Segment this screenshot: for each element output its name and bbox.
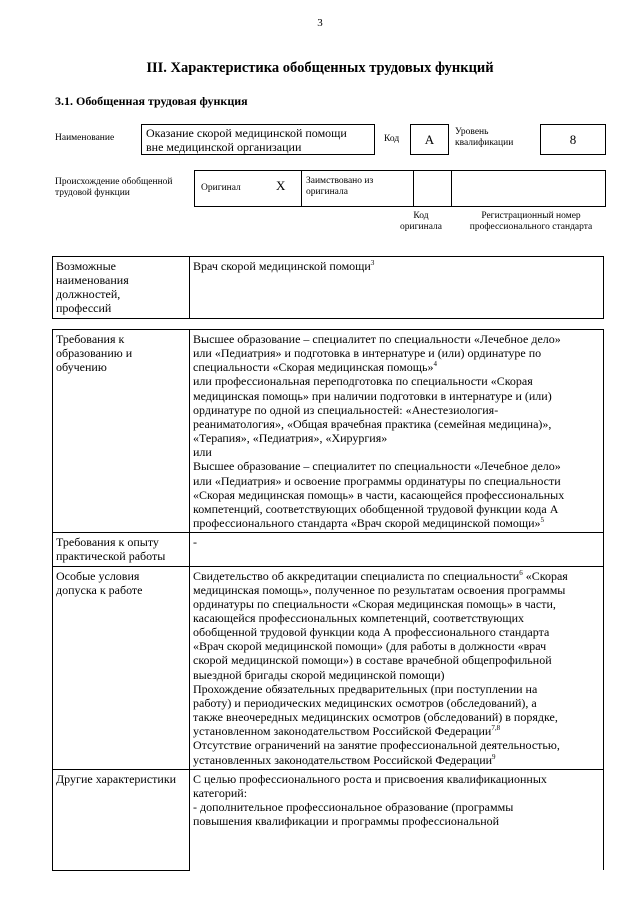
- positions-value: Врач скорой медицинской помощи$^3$: [190, 257, 604, 319]
- page-number: 3: [317, 17, 323, 29]
- level-label-line1: Уровень: [455, 127, 489, 137]
- section-title: III. Характеристика обобщенных трудовых функций: [146, 60, 494, 76]
- original-label: Оригинал: [201, 183, 241, 193]
- other-value: С целью профессионального роста и присвоения квалификационных категорий: - дополнительное профессиональное образование (программы повышения квалификации и программы профессиональной: [190, 769, 604, 870]
- experience-label: Требования к опыту практической работы: [53, 533, 190, 566]
- origin-label-line2: трудовой функции: [55, 188, 130, 198]
- level-value-box: 8: [540, 124, 606, 155]
- code-value-box: А: [410, 124, 449, 155]
- reg-number-caption: [454, 211, 608, 233]
- experience-value: -: [190, 533, 604, 566]
- special-value: Свидетельство об аккредитации специалиста по специальности$^6$ «Скорая медицинская помощь», полученное по результатам освоения программы ординатуры по специальности «Скорая медицинская помощь» в части, касающейся профессиональных компетенций, соответствующих обобщенной трудовой функции кода А профессионального стандарта «Врач скорой медицинской помощи» (для работы в должности «врач скорой медицинской помощи») в составе врачебной общепрофильной выездной бригады скорой медицинской помощи) Прохождение обязательных предварительных (при поступлении на работу) и периодических медицинских осмотров (обследований), а также внеочередных медицинских осмотров (обследований) в порядке, установленном законодательством Российской Федерации$^{7,8}$ Отсутствие ограничений на занятие профессиональной деятельностью, установленных законодательством Российской Федерации$^9$: [190, 566, 604, 769]
- reg-number-line1: Регистрационный номер: [481, 211, 581, 221]
- code-original-caption: [392, 211, 450, 233]
- original-mark: X: [276, 178, 286, 193]
- level-label-line2: квалификации: [455, 138, 514, 148]
- education-label: Требования к образованию и обучению: [53, 330, 190, 533]
- level-label: [455, 127, 513, 149]
- origin-label-line1: Происхождение обобщенной: [55, 177, 173, 187]
- name-value-line2: вне медицинской организации: [146, 140, 302, 155]
- other-label: Другие характеристики: [53, 769, 190, 870]
- borrowed-label-line2: оригинала: [306, 187, 348, 197]
- code-original-line2: оригинала: [400, 222, 442, 232]
- special-label: Особые условия допуска к работе: [53, 566, 190, 769]
- name-value-box: [141, 124, 375, 155]
- education-row: [53, 330, 604, 533]
- special-row: [53, 566, 604, 769]
- experience-row: [53, 533, 604, 566]
- subsection-title: 3.1. Обобщенная трудовая функция: [55, 94, 248, 108]
- name-value-line1: Оказание скорой медицинской помощи: [146, 126, 347, 140]
- reg-number-line2: профессионального стандарта: [469, 222, 593, 232]
- education-value: Высшее образование – специалитет по специальности «Лечебное дело» или «Педиатрия» и подготовка в интернатуре и (или) ординатуре по специальности «Скорая медицинская помощь»$^4$ или профессиональная переподготовка по специальности «Скорая медицинская помощь» при наличии подготовки в интернатуре и (или) ординатуре по одной из специальностей: «Анестезиология- реаниматология», «Общая врачебная практика (семейная медицина)», «Терапия», «Педиатрия», «Хирургия» или Высшее образование – специалитет по специальности «Лечебное дело» или «Педиатрия» и освоение программы ординатуры по специальности «Скорая медицинская помощь» в части, касающейся профессиональных компетенций, соответствующих обобщенной трудовой функции кода А профессионального стандарта «Врач скорой медицинской помощи»$^5$: [190, 330, 604, 533]
- origin-label: [55, 177, 173, 199]
- borrowed-label: [306, 176, 373, 198]
- origin-grid: [194, 170, 606, 207]
- requirements-table: [52, 329, 604, 871]
- name-label: Наименование: [55, 133, 115, 143]
- positions-table: [52, 256, 604, 319]
- positions-label: Возможные наименования должностей, профессий: [53, 257, 190, 319]
- other-row: [53, 769, 604, 870]
- code-original-line1: Код: [413, 211, 429, 221]
- code-label: Код: [384, 134, 400, 144]
- borrowed-label-line1: Заимствовано из: [306, 176, 374, 186]
